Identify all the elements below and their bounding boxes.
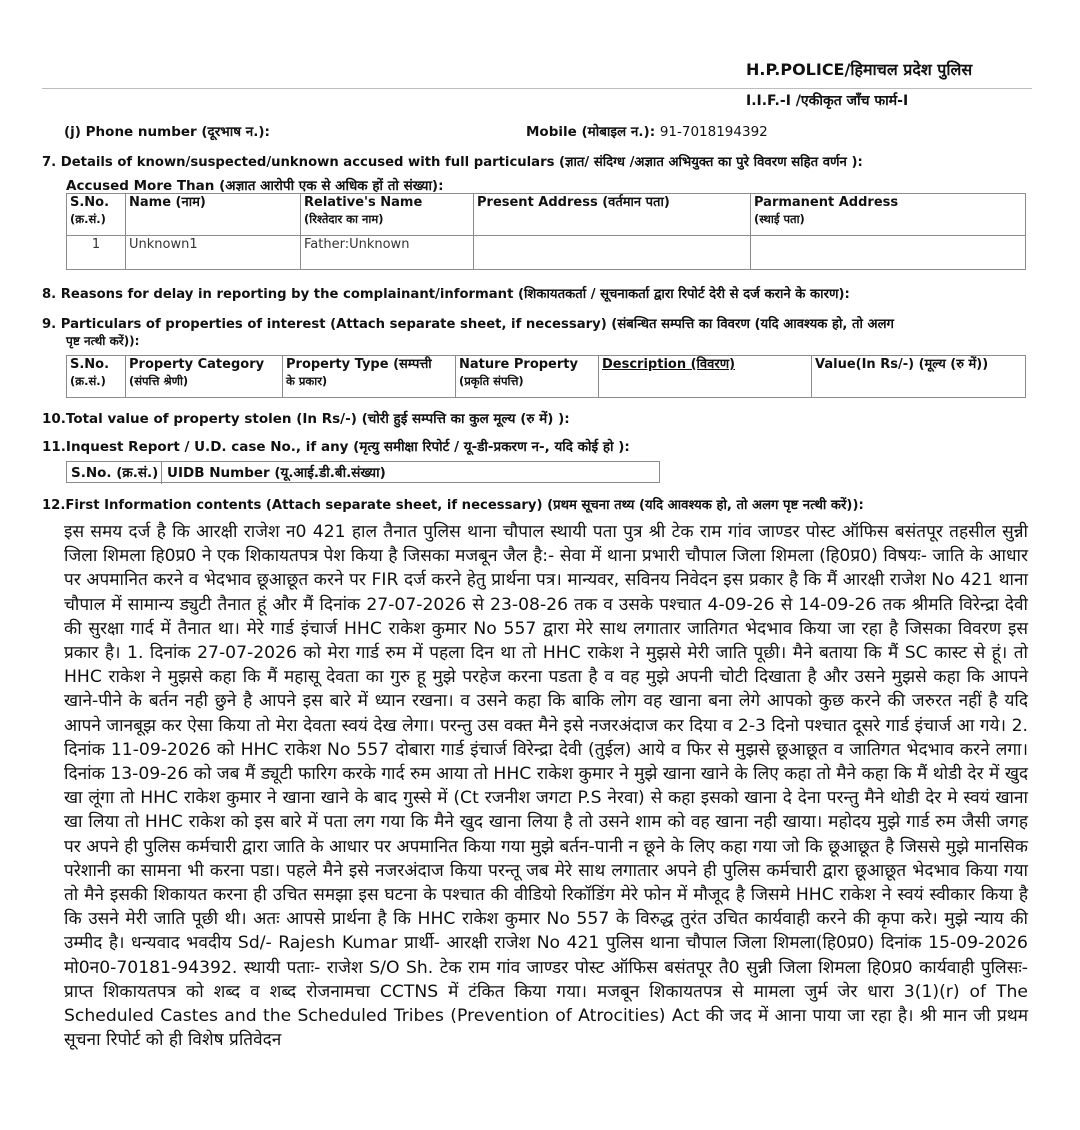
cell-relative: Father:Unknown	[301, 236, 474, 270]
section-12-heading: 12.First Information contents (Attach separate sheet, if necessary) (प्रथम सूचना तथ्य (यदि आवश्यक हो, तो अलग पृष्ट नत्थी करें)):	[42, 498, 864, 513]
mobile-value: 91-7018194392	[659, 124, 768, 140]
cell-name: Unknown1	[126, 236, 301, 270]
mobile-field	[526, 122, 768, 140]
cell-present-address	[474, 236, 751, 270]
table-row	[67, 236, 1026, 270]
section-11-heading: 11.Inquest Report / U.D. case No., if any (मृत्यु समीक्षा रिपोर्ट / यू-डी-प्रकरण न-, यदि कोई हो ):	[42, 439, 630, 455]
property-table	[66, 355, 1026, 398]
property-table-header	[67, 356, 1026, 398]
header-divider	[42, 88, 1032, 89]
col-sno: S.No. (क्र.सं.)	[67, 194, 126, 236]
section-9-heading: 9. Particulars of properties of interest (Attach separate sheet, if necessary) (संबन्धित सम्पत्ति का विवरण (यदि आवश्यक हो, तो अलग	[42, 317, 894, 332]
accused-table-header	[67, 194, 1026, 236]
col-property-type: Property Type (सम्पत्ती के प्रकार)	[283, 356, 456, 398]
col-permanent-address: Parmanent Address (स्थाई पता)	[751, 194, 1026, 236]
section-9-heading-cont: पृष्ट नत्थी करें)):	[66, 334, 140, 348]
col-present-address: Present Address (वर्तमान पता)	[474, 194, 751, 236]
section-8-heading: 8. Reasons for delay in reporting by the complainant/informant (शिकायतकर्ता / सूचनाकर्ता द्वारा रिपोर्ट देरी से दर्ज कराने के कारण):	[42, 287, 850, 302]
inquest-uidb-header: UIDB Number (यू.आई.डी.बी.संख्या)	[167, 465, 386, 481]
col-property-category: Property Category (संपत्ति श्रेणी)	[126, 356, 283, 398]
col-sno: S.No. (क्र.सं.)	[67, 356, 126, 398]
col-nature-property: Nature Property (प्रकृति संपत्ति)	[456, 356, 599, 398]
accused-more-than-label: Accused More Than (अज्ञात आरोपी एक से अधिक हों तो संख्या):	[66, 178, 444, 194]
col-description: Description (विवरण)	[599, 356, 812, 398]
form-header-title: H.P.POLICE/हिमाचल प्रदेश पुलिस	[746, 60, 973, 79]
form-header-subtitle: I.I.F.-I /एकीकृत जाँच फार्म-I	[746, 93, 909, 109]
section-7-heading: 7. Details of known/suspected/unknown accused with full particulars (ज्ञात/ संदिग्ध /अज्ञात अभियुक्त का पुरे विवरण सहित वर्णन ):	[42, 155, 863, 170]
col-value: Value(In Rs/-) (मूल्य (रु में))	[812, 356, 1026, 398]
phone-number-label: (j) Phone number (दूरभाष न.):	[64, 124, 270, 140]
first-information-contents: इस समय दर्ज है कि आरक्षी राजेश न0 421 हाल तैनात पुलिस थाना चौपाल स्थायी पता पुत्र श्री टेक राम गांव जाण्डर पोस्ट ऑफिस बसंतपूर तहसील सुन्नी जिला शिमला हि0प्र0 ने एक शिकायतपत्र पेश किया है जिसका मजबून जैल है:- सेवा में थाना प्रभारी चौपाल जिला शिमला (हि0प्र0) विषयः- जाति के आधार पर अपमानित करने व भेदभाव छूआछूत करने पर FIR दर्ज करने हेतु प्रार्थना पत्र। मान्यवर, सविनय निवेदन इस प्रकार है कि मैं आरक्षी राजेश No 421 थाना चौपाल में सामान्य ड्युटी तैनात हूं और मैं दिनांक 27-07-2026 से 23-08-26 तक व उसके पश्चात 4-09-26 से 14-09-26 तक श्रीमति विरेन्द्रा देवी की सुरक्षा गार्द में तैनात था। मेरे गार्ड इंचार्ज HHC राकेश कुमार No 557 द्वारा मेरे साथ लगातार जातिगत भेदभाव किया जा रहा है जिसका विवरण इस प्रकार है। 1. दिनांक 27-07-2026 को मेरा गार्ड रुम में पहला दिन था तो HHC राकेश ने मुझसे मेरी जाति पूछी। मैने बताया कि मैं SC कास्ट से हूं। तो HHC राकेश ने मुझसे कहा कि मैं महासू देवता का गुरु हू मुझे परहेज करना पडता है व वह मुझे अपनी चोटी दिखाता है और उसने मुझसे कहा कि आपने खाने-पीने के बर्तन नही छुने है आपने इस बारे में ध्यान रखना। व उसने कहा कि बाकि लोग वह खाना बना लेगे आपको कुछ करने की जरुरत नहीं है यदि आपने जानबूझ कर ऐसा किया तो मेरा देवता स्वयं देख लेगा। परन्तु उस वक्त मैने इसे नजरअंदाज कर दिया व 2-3 दिनो पश्चात दूसरे गार्ड इंचार्ज आ गये। 2. दिनांक 11-09-2026 को HHC राकेश No 557 दोबारा गार्ड इंचार्ज विरेन्द्रा देवी (तुईल) आये व फिर से मुझसे छूआछूत व जातिगत भेदभाव करने लगा। दिनांक 13-09-26 को जब मैं ड्यूटी फारिग करके गार्द रुम आया तो HHC राकेश कुमार ने मुझे खाना खाने के लिए कहा तो मैने कहा कि मैं थोडी देर में खुद खा लूंगा तो HHC राकेश कुमार ने खाना खाने के बाद गुस्से में (Ct रजनीश जगटा P.S नेरवा) से कहा इसको खाना दे देना परन्तु मैने थोडी देर मे स्वयं खाना खा लिया तो HHC राकेश को इस बारे में पता लग गया कि मैने खुद खाना लिया है तो उसने शाम को वह खाना नही खाया। महोदय मुझे गार्ड रुम जैसी जगह पर अपने ही पुलिस कर्मचारी द्वारा जाति के आधार पर अपमानित किया गया मुझे बर्तन-पानी न छूने के लिए कहा गया जो कि छूआछूत है जिससे मुझे मानसिक परेशानी का सामना भी करना पडा। पहले मैने इसे नजरअंदाज किया परन्तू जब मेरे साथ लगातार अपने ही पुलिस कर्मचारी द्वारा छूआछूत भेदभाव किया गया तो मैने इसकी शिकायत करना ही उचित समझा इस घटना के पश्चात की वीडियो रिकॉडिंग मेरे फोन में मौजूद है जिसमे HHC राकेश ने स्वयं स्वीकार किया है कि उसने मेरी जाति पूछी थी। अतः आपसे प्रार्थना है कि HHC राकेश कुमार No 557 के विरुद्ध तुरंत उचित कार्यवाही करने की कृपा करे। मुझे न्याय की उम्मीद है। धन्यवाद भवदीय Sd/- Rajesh Kumar प्रार्थी- आरक्षी राजेश No 421 पुलिस थाना चौपाल जिला शिमला(हि0प्र0) दिनांक 15-09-2026 मो0न0-70181-94392. स्थायी पताः- राजेश S/O Sh. टेक राम गांव जाण्डर पोस्ट ऑफिस बसंतपूर तै0 सुन्नी जिला शिमला हि0प्र0 कार्यवाही पुलिसः- प्राप्त शिकायतपत्र को शब्द व शब्द रोजनामचा CCTNS में टंकित किया गया। मजबून शिकायतपत्र से मामला जुर्म जेर धारा 3(1)(r) of The Scheduled Castes and the Scheduled Tribes (Prevention of Atrocities) Act की जद में आना पाया जा रहा है। श्री मान जी प्रथम सूचना रिपोर्ट को ही विशेष प्रतिवेदन	[64, 522, 1028, 1051]
col-name: Name (नाम)	[126, 194, 301, 236]
inquest-table	[66, 461, 660, 483]
cell-sno: 1	[67, 236, 126, 270]
accused-table	[66, 193, 1026, 270]
section-10-heading: 10.Total value of property stolen (In Rs/-) (चोरी हुई सम्पत्ति का कुल मूल्य (रु में) ):	[42, 411, 570, 427]
cell-permanent-address	[751, 236, 1026, 270]
mobile-label: Mobile (मोबाइल न.):	[526, 124, 656, 140]
col-relative-name: Relative's Name (रिश्तेदार का नाम)	[301, 194, 474, 236]
inquest-sno-header: S.No. (क्र.सं.)	[71, 462, 162, 484]
